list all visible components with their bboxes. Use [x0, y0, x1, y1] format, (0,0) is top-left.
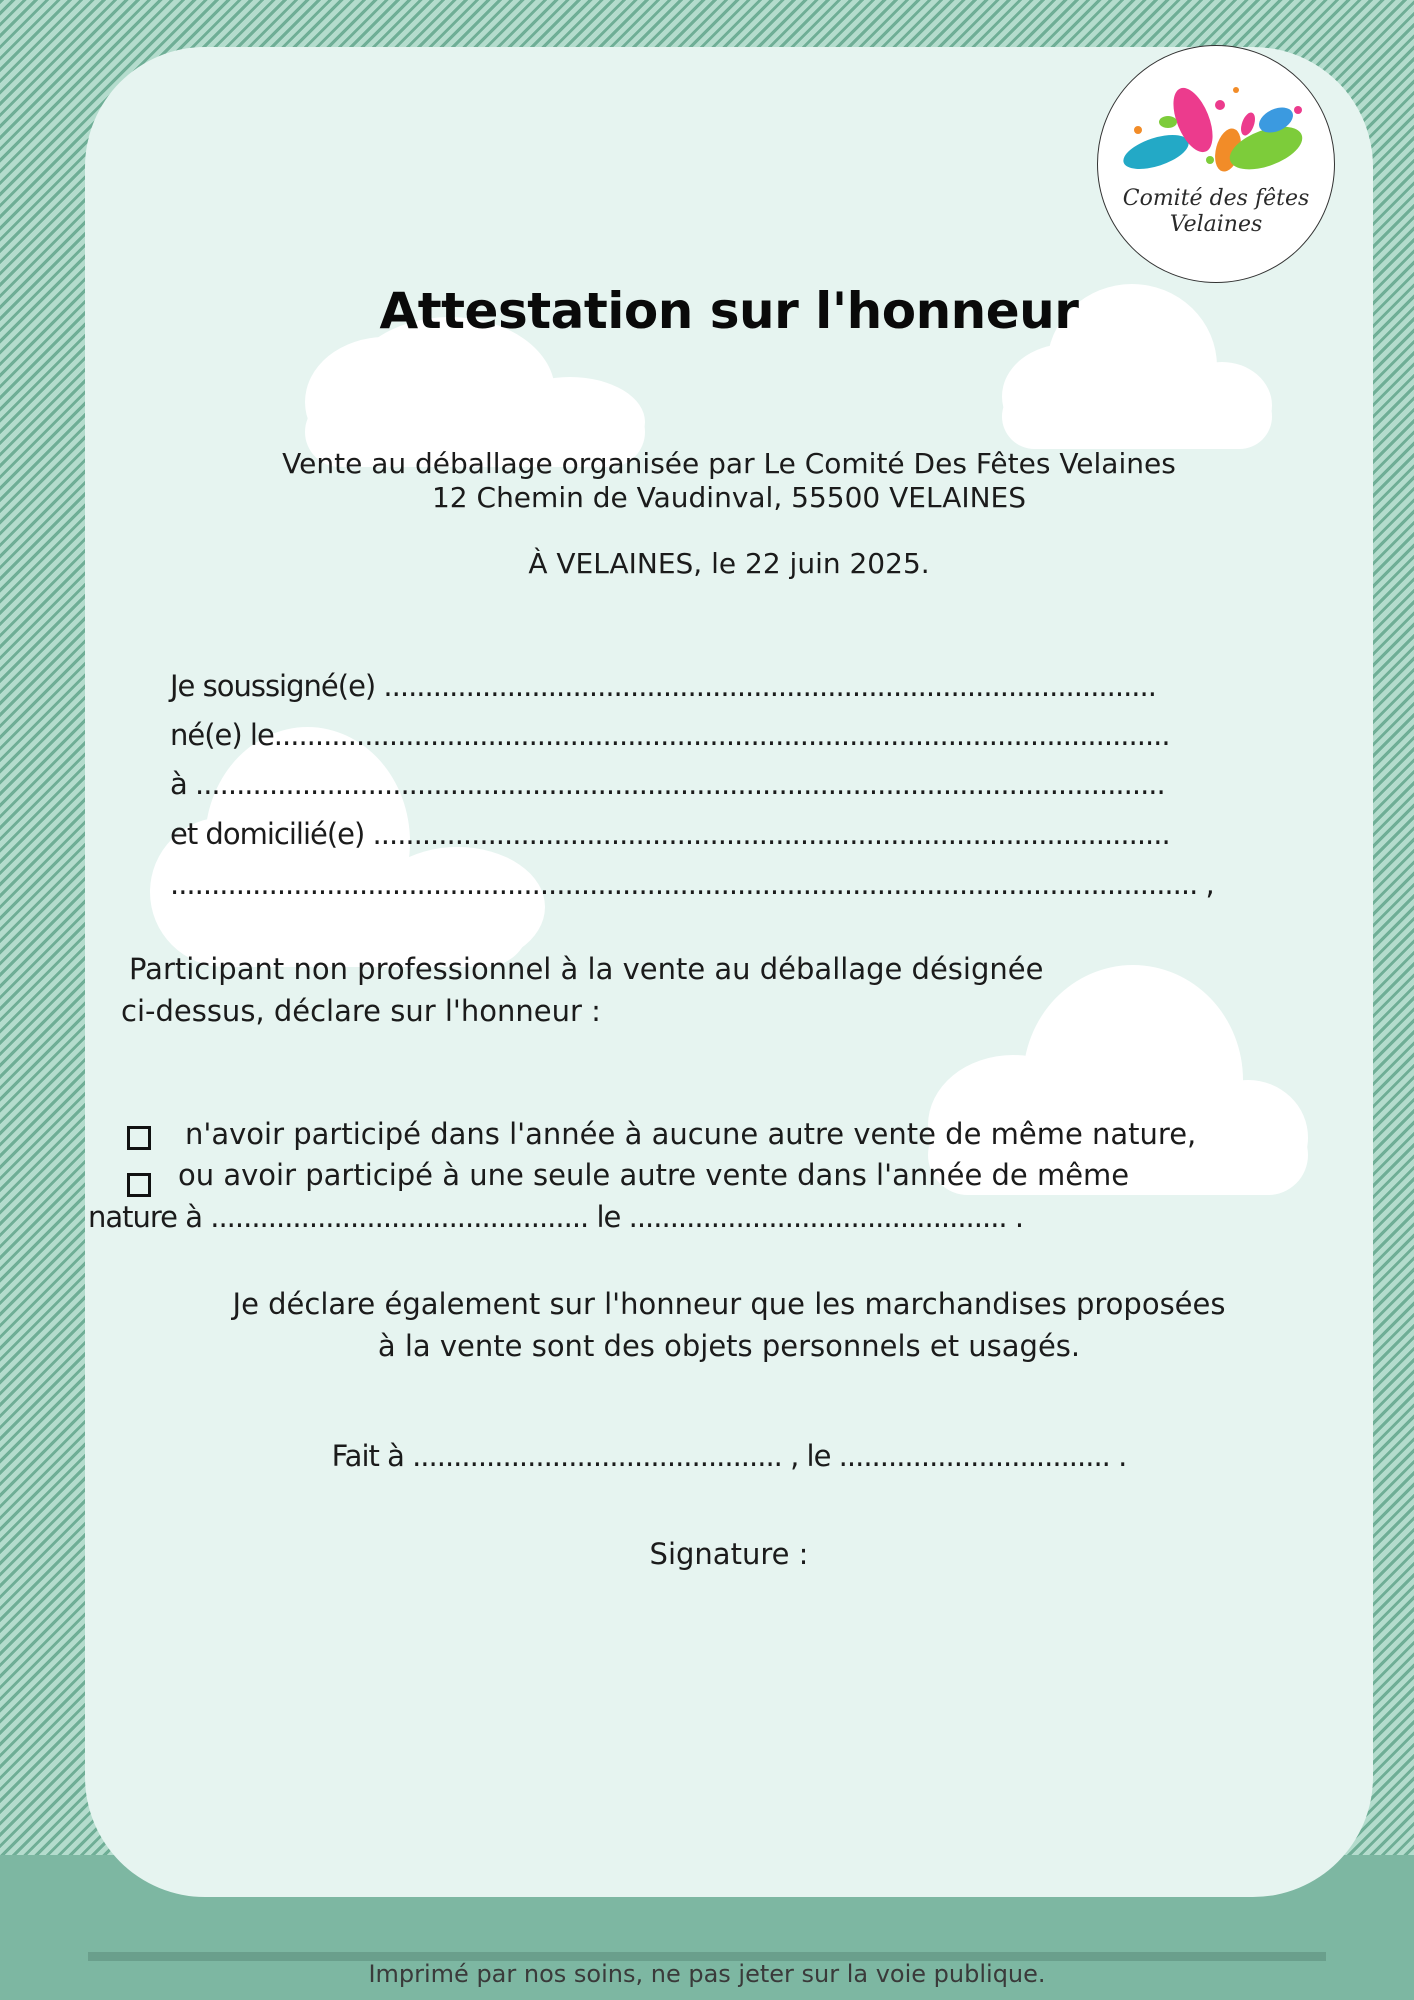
option-1-text: n'avoir participé dans l'année à aucune autre vente de même nature, — [185, 1117, 1197, 1151]
address-line: 12 Chemin de Vaudinval, 55500 VELAINES — [431, 481, 1027, 514]
organizer-line: Vente au déballage organisée par Le Comité Des Fêtes Velaines — [282, 447, 1176, 480]
field-ne-le: né(e) le............................................................................................................. — [170, 718, 1170, 752]
option-2-text: ou avoir participé à une seule autre vente dans l'année de même — [178, 1158, 1130, 1192]
checkbox-option-1[interactable] — [127, 1126, 151, 1150]
document-card — [85, 47, 1373, 1897]
declaration-line-1: Participant non professionnel à la vente au déballage désignée — [129, 952, 1044, 986]
field-soussigne: Je soussigné(e) .............................................................................................. — [170, 669, 1156, 703]
page-title: Attestation sur l'honneur — [379, 282, 1079, 340]
field-a: à ...................................................................................................................... — [170, 767, 1165, 801]
footer-notice: Imprimé par nos soins, ne pas jeter sur la voie publique. — [368, 1960, 1046, 1988]
logo-text-line-2: Velaines — [1169, 212, 1263, 237]
comite-logo — [1097, 45, 1335, 283]
field-domicilie: et domicilié(e) ................................................................................................. — [170, 817, 1170, 851]
place-date: À VELAINES, le 22 juin 2025. — [528, 547, 930, 580]
checkbox-option-2[interactable] — [127, 1173, 151, 1197]
field-address-blank: ............................................................................................................................. , — [170, 867, 1214, 901]
fait-a-line: Fait à ............................................. , le ................................. . — [331, 1439, 1127, 1473]
logo-text-line-1: Comité des fêtes — [1122, 186, 1310, 211]
goods-line-2: à la vente sont des objets personnels et usagés. — [377, 1329, 1081, 1363]
splash-icon — [1098, 60, 1334, 180]
declaration-line-2: ci-dessus, déclare sur l'honneur : — [121, 994, 601, 1028]
option-2-blanks: nature à .............................................. le .............................................. . — [88, 1200, 1024, 1234]
goods-line-1: Je déclare également sur l'honneur que les marchandises proposées — [232, 1287, 1226, 1321]
signature-label: Signature : — [649, 1537, 809, 1571]
